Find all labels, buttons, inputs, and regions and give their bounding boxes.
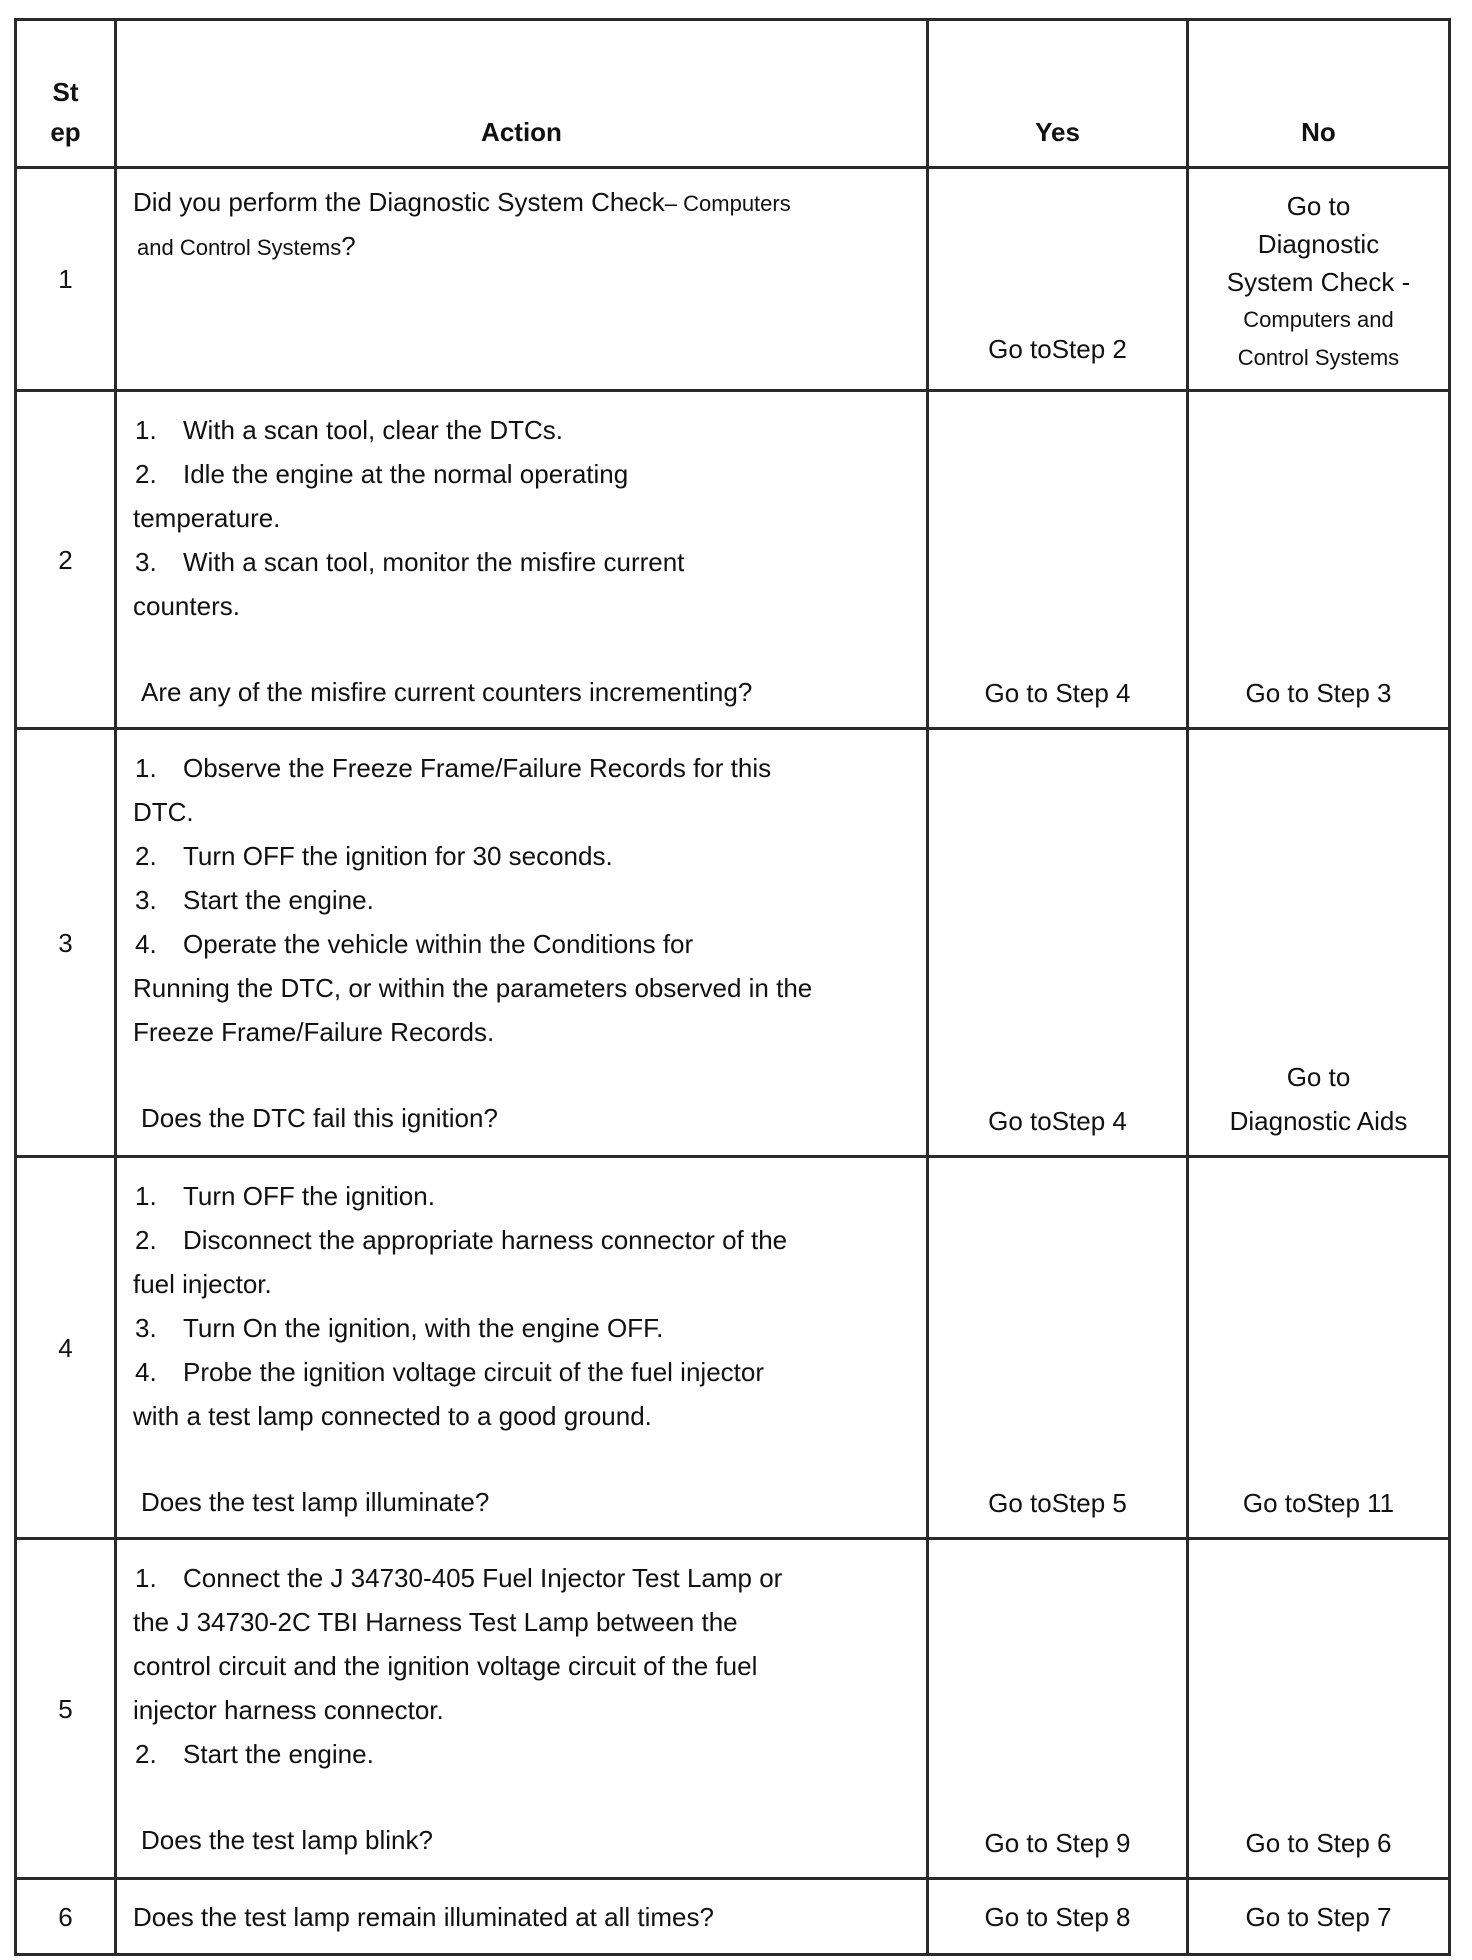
- action-cell: 1. Observe the Freeze Frame/Failure Records for this DTC. 2. Turn OFF the ignition for 30 seconds. 3. Start the engine. 4. Operate the vehicle within the Conditions for Running the DTC, or within the parameters observed in the Freeze Frame/Failure Records. Does the DTC fail this ignition?: [116, 729, 928, 1157]
- table-row-2: [16, 391, 1450, 729]
- action-question: Does the test lamp remain illuminated at all times?: [133, 1901, 714, 1932]
- action-cell: 1. Connect the J 34730-405 Fuel Injector Test Lamp or the J 34730-2C TBI Harness Test Lamp between the control circuit and the ignition voltage circuit of the fuel injector harness connector. 2. Start the engine. Does the test lamp blink?: [116, 1539, 928, 1879]
- step-number: 3: [16, 729, 116, 1157]
- table-row-1: [16, 168, 1450, 391]
- action-cell: 1. With a scan tool, clear the DTCs. 2. Idle the engine at the normal operating temperature. 3. With a scan tool, monitor the misfire current counters. Are any of the misfire current counters incrementing?: [116, 391, 928, 729]
- no-link[interactable]: Go to Step 6: [1188, 1539, 1450, 1879]
- header-action: Action: [116, 20, 928, 168]
- action-item: 4. Operate the vehicle within the Conditions for: [135, 929, 694, 959]
- action-item: 3. With a scan tool, monitor the misfire current: [135, 547, 685, 577]
- action-cell: 1. Turn OFF the ignition. 2. Disconnect the appropriate harness connector of the fuel injector. 3. Turn On the ignition, with the engine OFF. 4. Probe the ignition voltage circuit of the fuel injector with a test lamp connected to a good ground. Does the test lamp illuminate?: [116, 1157, 928, 1539]
- action-item: 1. With a scan tool, clear the DTCs.: [135, 415, 564, 445]
- yes-link[interactable]: Go toStep 5: [928, 1157, 1188, 1539]
- no-link[interactable]: Go toStep 11: [1188, 1157, 1450, 1539]
- header-no: No: [1188, 20, 1450, 168]
- action-question: Does the test lamp blink?: [141, 1825, 433, 1855]
- yes-link[interactable]: Go to Step 9: [928, 1539, 1188, 1879]
- yes-link[interactable]: Go to Step 8: [928, 1879, 1188, 1955]
- action-item: 2. Disconnect the appropriate harness connector of the: [135, 1225, 788, 1255]
- step-number: 1: [16, 168, 116, 391]
- action-text: Did you perform the Diagnostic System Check: [133, 187, 665, 217]
- no-link[interactable]: Go to Diagnostic Aids: [1188, 729, 1450, 1157]
- action-item: 3. Turn On the ignition, with the engine OFF.: [135, 1313, 664, 1343]
- step-number: 2: [16, 391, 116, 729]
- yes-link[interactable]: Go to Step 4: [928, 391, 1188, 729]
- action-question: Are any of the misfire current counters incrementing?: [141, 677, 753, 707]
- action-question: Does the DTC fail this ignition?: [141, 1103, 498, 1133]
- action-item: 1. Turn OFF the ignition.: [135, 1181, 435, 1211]
- action-text-tail: ?: [341, 231, 356, 261]
- table-row-5: [16, 1539, 1450, 1879]
- yes-link[interactable]: Go toStep 4: [928, 729, 1188, 1157]
- table-row-4: [16, 1157, 1450, 1539]
- step-number: 5: [16, 1539, 116, 1879]
- action-item: 1. Connect the J 34730-405 Fuel Injector Test Lamp or: [135, 1563, 783, 1593]
- action-item: 2. Turn OFF the ignition for 30 seconds.: [135, 841, 613, 871]
- header-row: [16, 20, 1450, 168]
- action-cell: [116, 1879, 928, 1955]
- no-link[interactable]: Go to Step 7: [1188, 1879, 1450, 1955]
- table-row-3: [16, 729, 1450, 1157]
- step-number: 6: [16, 1879, 116, 1955]
- step-number: 4: [16, 1157, 116, 1539]
- action-item: 2. Idle the engine at the normal operating: [135, 459, 629, 489]
- no-link[interactable]: Go to Diagnostic System Check - Computers and Control Systems: [1188, 168, 1450, 391]
- action-item: 2. Start the engine.: [135, 1739, 374, 1769]
- action-text-small: and Control Systems: [137, 235, 342, 260]
- action-cell: [116, 168, 928, 391]
- diagnostic-table: [14, 18, 1451, 1956]
- header-yes: Yes: [928, 20, 1188, 168]
- action-item: 3. Start the engine.: [135, 885, 374, 915]
- no-link[interactable]: Go to Step 3: [1188, 391, 1450, 729]
- header-step: St ep: [16, 20, 116, 168]
- action-item: 4. Probe the ignition voltage circuit of the fuel injector: [135, 1357, 765, 1387]
- action-text-small: – Computers: [664, 191, 791, 216]
- action-question: Does the test lamp illuminate?: [141, 1487, 490, 1517]
- action-item: 1. Observe the Freeze Frame/Failure Records for this: [135, 753, 772, 783]
- yes-link[interactable]: Go toStep 2: [928, 168, 1188, 391]
- table-row-6: [16, 1879, 1450, 1955]
